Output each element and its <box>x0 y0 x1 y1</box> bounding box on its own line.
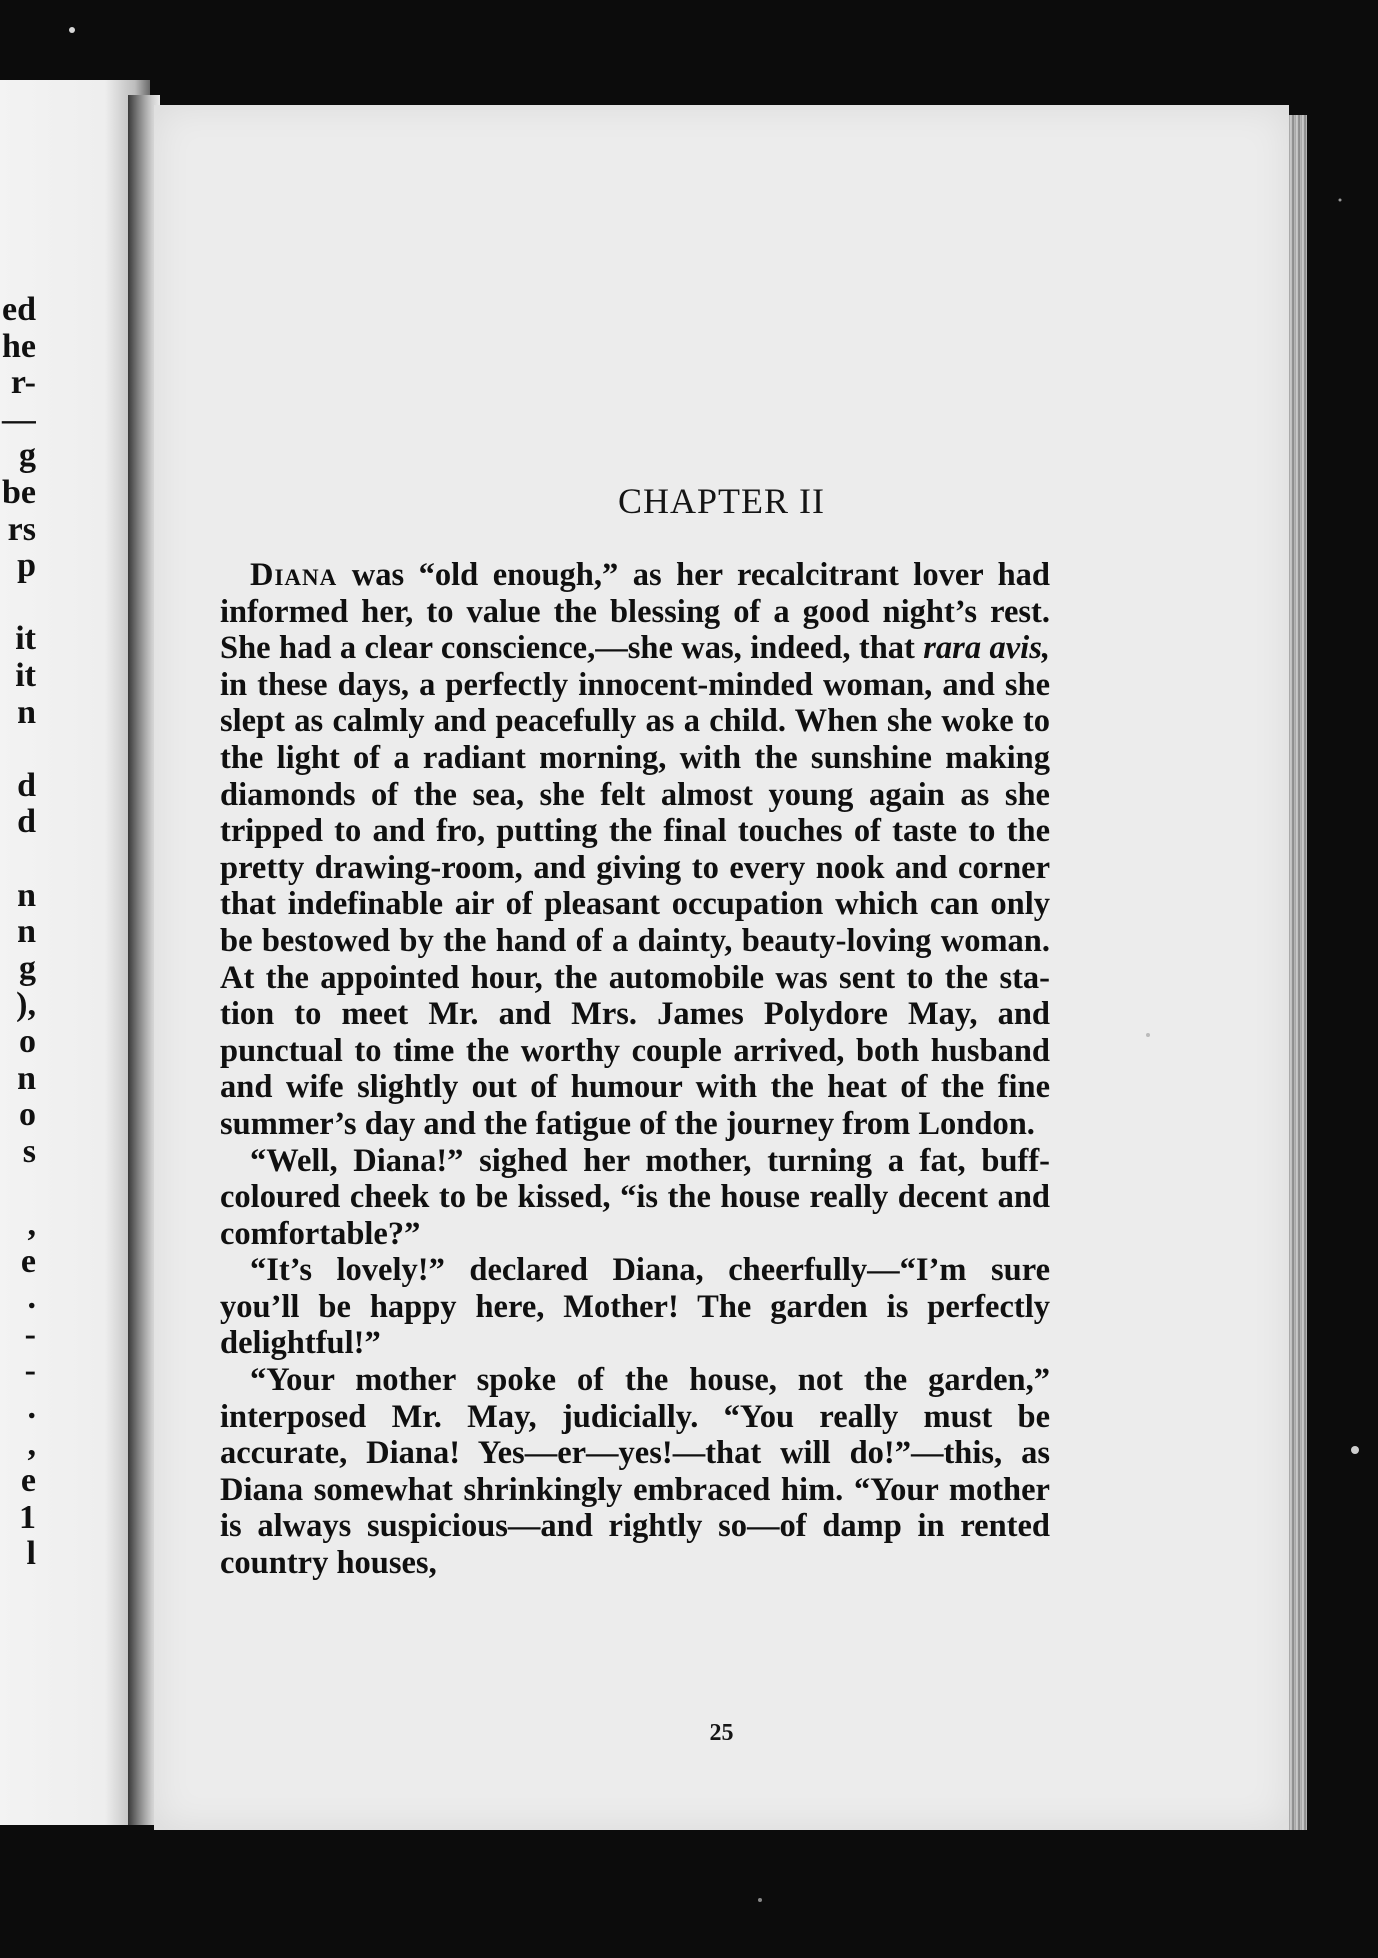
left-page-fragment: , <box>27 1208 36 1242</box>
left-page-fragment: r- <box>10 366 36 401</box>
left-page-fragment: ed <box>2 293 36 327</box>
left-page-fragment: — <box>2 402 36 437</box>
left-page-fragment: l <box>26 1537 36 1572</box>
left-page-fragment: , <box>27 1427 36 1462</box>
left-page-fragment: n <box>17 915 36 950</box>
paragraph-1 <box>220 557 1050 1143</box>
left-page-fragment: n <box>17 695 36 730</box>
left-page-fragment: n <box>17 878 36 913</box>
left-page-fragment: be <box>2 476 36 510</box>
page-edge <box>1289 115 1307 1830</box>
left-page-fragment: d <box>17 805 36 840</box>
left-page-fragment: o <box>19 1025 36 1059</box>
opening-word: Diana <box>250 557 338 593</box>
right-page <box>154 105 1289 1830</box>
paragraph-2: “Well, Diana!” sighed her mother, turning a fat, buff-coloured cheek to be kissed, “is the house really decent and comfortable?” <box>220 1142 1050 1252</box>
paragraph-1-text-b: in these days, a perfectly innocent-minded woman, and she slept as calmly and peacefully as a child. When she woke to the light of a radiant morning, with the sunshine making diamonds of the sea, she felt almost young again as she tripped to and fro, putting the final touches of taste to the pretty drawing-room, and giving to every nook and corner that indefinable air of pleasant occupation which can only be bestowed by the hand of a dainty, beauty-loving woman. At the appointed hour, the automobile was sent to the station to meet Mr. and Mrs. James Polydore May, and punctual to time the worthy couple arrived, both husband and wife slightly out of humour with the heat of the fine summer’s day and the fatigue of the journey from London. <box>220 666 1050 1142</box>
left-page-fragment: . <box>27 1391 36 1425</box>
left-page-fragment: . <box>27 1281 36 1316</box>
left-page-fragment: he <box>2 329 36 364</box>
left-page-fragment: it <box>15 622 36 657</box>
chapter-title: CHAPTER II <box>618 481 825 521</box>
left-page-fragment: e <box>20 1244 36 1279</box>
left-page-fragment: ), <box>16 988 36 1023</box>
left-page-fragment: o <box>19 1098 36 1133</box>
left-page-fragment: 1 <box>19 1500 36 1535</box>
left-page-fragment: rs <box>7 512 36 547</box>
italic-phrase: rara avis, <box>923 630 1050 667</box>
left-page-fragment: - <box>24 1354 36 1389</box>
left-page-line-endings <box>0 80 36 1825</box>
left-page-fragment: n <box>17 1061 36 1096</box>
left-page-fragment: d <box>17 768 36 803</box>
chapter-body <box>220 557 1050 1582</box>
left-page-fragment: - <box>24 1317 36 1352</box>
left-page-fragment: e <box>20 1464 36 1499</box>
paragraph-3: “It’s lovely!” declared Diana, cheerfully—“I’m sure you’ll be happy here, Mother! The garden is perfectly delightful!” <box>220 1252 1050 1362</box>
paragraph-1-text-a: was “old enough,” as her recalcitrant lover had informed her, to value the blessing of a good night’s rest. She had a clear conscience,—she was, indeed, that <box>220 557 1050 667</box>
page-number: 25 <box>709 1720 734 1746</box>
left-page-fragment: it <box>15 659 36 693</box>
left-page-fragment: p <box>17 549 36 584</box>
left-page-fragment: g <box>19 439 36 474</box>
left-page-fragment: s <box>22 1134 36 1169</box>
paragraph-4: “Your mother spoke of the house, not the garden,” interposed Mr. May, judicially. “You really must be accurate, Diana! Yes—er—yes!—that will do!”—this, as Diana somewhat shrinkingly embraced him. “Your mother is always suspicious—and rightly so—of damp in rented country houses, <box>220 1362 1050 1582</box>
left-page-fragment: g <box>19 951 36 986</box>
